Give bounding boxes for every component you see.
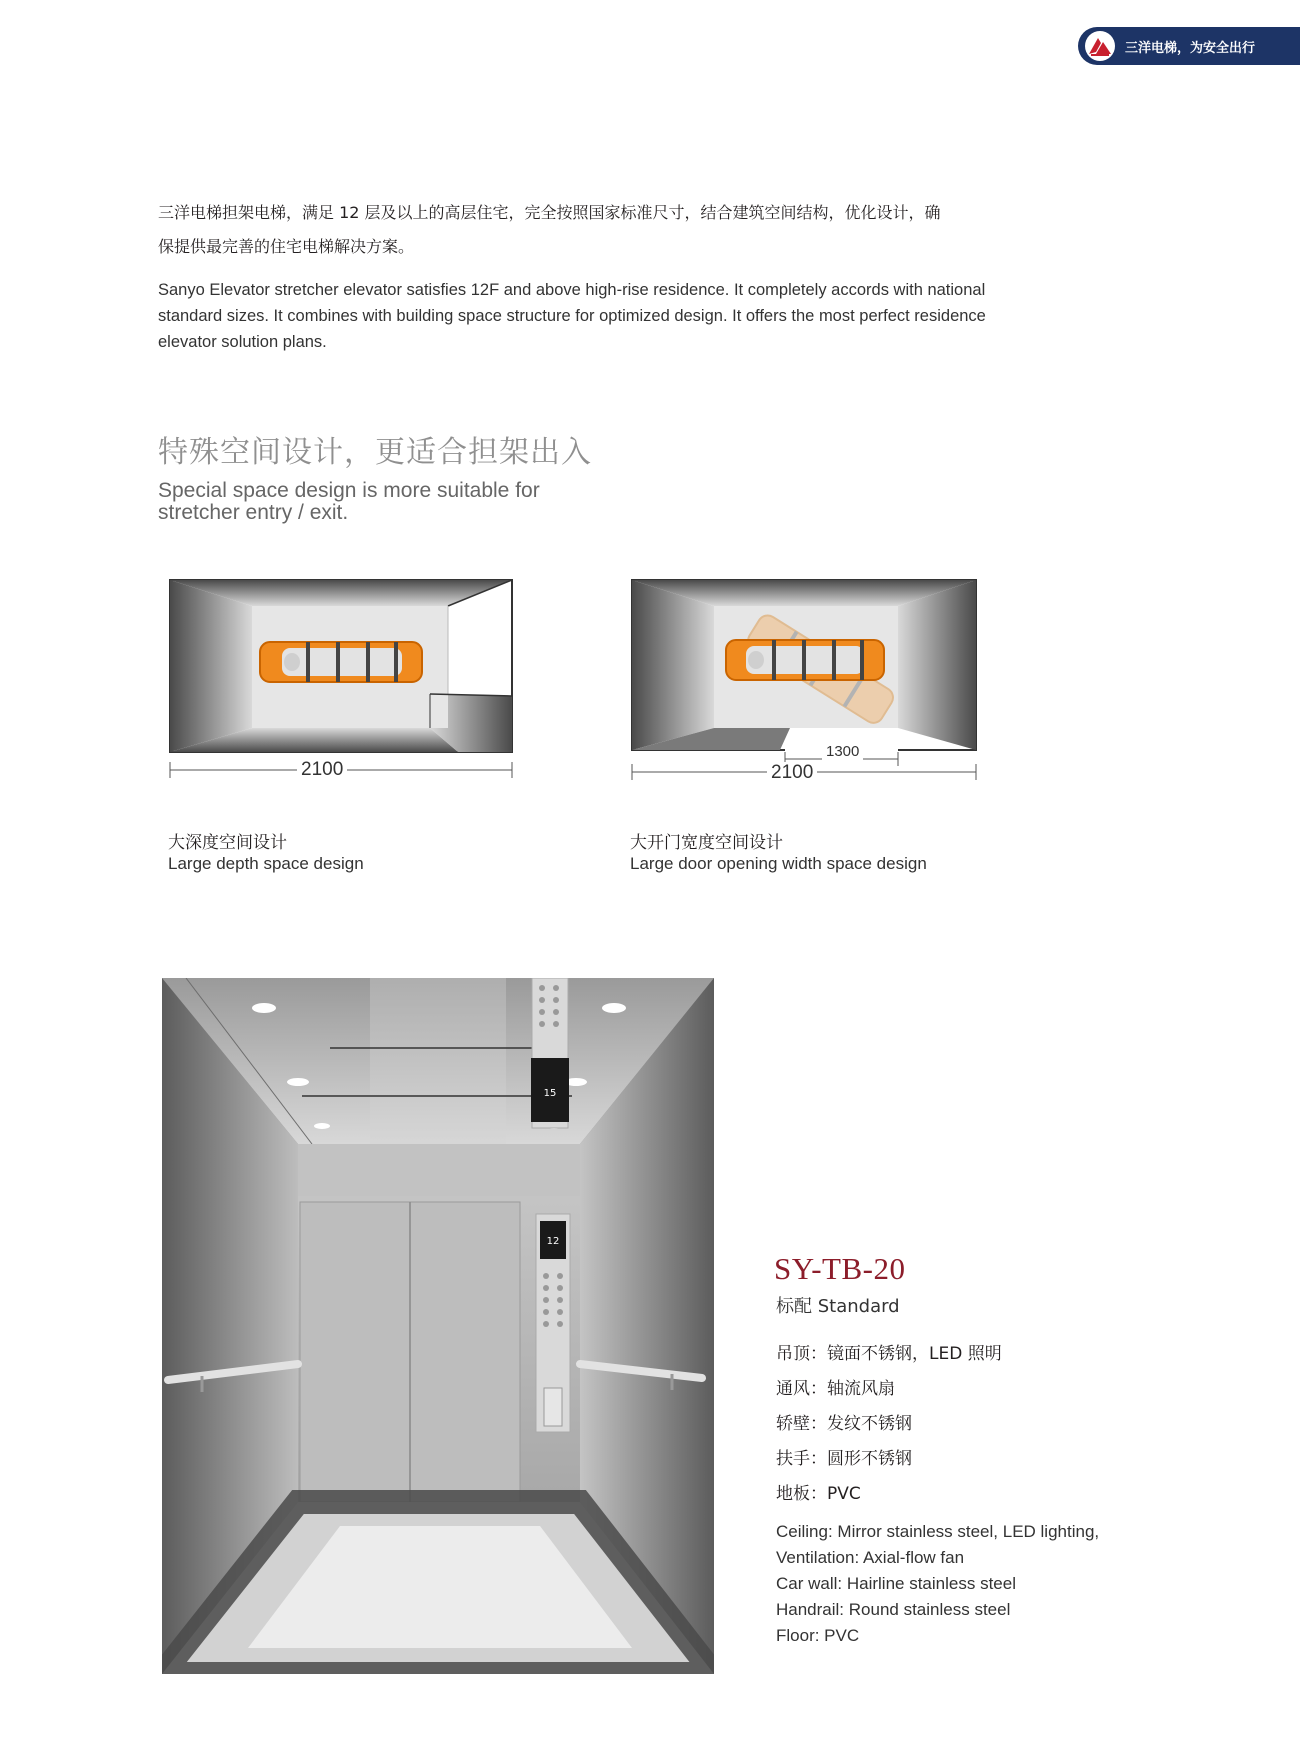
spec-en-list xyxy=(776,1519,1099,1649)
section-heading-cn: 特殊空间设计，更适合担架出入 xyxy=(158,435,592,470)
model-subtitle: 标配 Standard xyxy=(776,1296,900,1317)
intro-cn-line-2: 保提供最完善的住宅电梯解决方案。 xyxy=(158,237,415,256)
spec-cn-ceiling: 吊顶：镜面不锈钢，LED 照明 xyxy=(776,1344,1002,1364)
diagram-2-door-label: 1300 xyxy=(822,743,863,760)
section-heading-en-line-1: Special space design is more suitable for xyxy=(158,479,540,502)
diagram-1-caption-cn: 大深度空间设计 xyxy=(168,833,287,853)
large-door-width-diagram xyxy=(630,578,980,790)
panel-floor-display: 12 xyxy=(546,1236,560,1247)
brand-logo-icon xyxy=(1083,30,1117,62)
top-floor-display: 15 xyxy=(543,1088,557,1099)
spec-en-ventilation: Ventilation: Axial-flow fan xyxy=(776,1548,965,1567)
diagram-2-caption-en: Large door opening width space design xyxy=(630,854,927,873)
spec-en-floor: Floor: PVC xyxy=(776,1626,860,1645)
intro-cn-line-1: 三洋电梯担架电梯，满足 12 层及以上的高层住宅，完全按照国家标准尺寸，结合建筑空间结构，优化设计，确 xyxy=(158,203,941,222)
intro-en: Sanyo Elevator stretcher elevator satisfies 12F and above high-rise residence. It completely accords with national standard sizes. It combines with building space structure for optimized design. It offers the most perfect residence elevator solution plans. xyxy=(158,281,986,351)
brand-slogan: 三洋电梯，为安全出行 xyxy=(1125,41,1256,56)
spec-en-car-wall: Car wall: Hairline stainless steel xyxy=(776,1574,1016,1593)
diagram-1-caption-en: Large depth space design xyxy=(168,854,364,873)
spec-cn-handrail: 扶手：圆形不锈钢 xyxy=(776,1449,912,1469)
section-heading-en-line-2: stretcher entry / exit. xyxy=(158,501,349,524)
spec-cn-car-wall: 轿壁：发纹不锈钢 xyxy=(776,1414,912,1434)
model-name: SY-TB-20 xyxy=(774,1251,906,1286)
section-heading-en xyxy=(158,480,598,524)
spec-en-ceiling: Ceiling: Mirror stainless steel, LED lighting, xyxy=(776,1522,1100,1541)
elevator-cabin-photo xyxy=(162,978,714,1674)
diagram-2-caption-cn: 大开门宽度空间设计 xyxy=(630,833,783,853)
spec-cn-ventilation: 通风：轴流风扇 xyxy=(776,1379,895,1399)
diagram-1-width-label: 2100 xyxy=(297,759,347,781)
spec-cn-floor: 地板：PVC xyxy=(776,1484,861,1504)
spec-en-handrail: Handrail: Round stainless steel xyxy=(776,1600,1011,1619)
diagram-2-width-label: 2100 xyxy=(767,762,817,784)
